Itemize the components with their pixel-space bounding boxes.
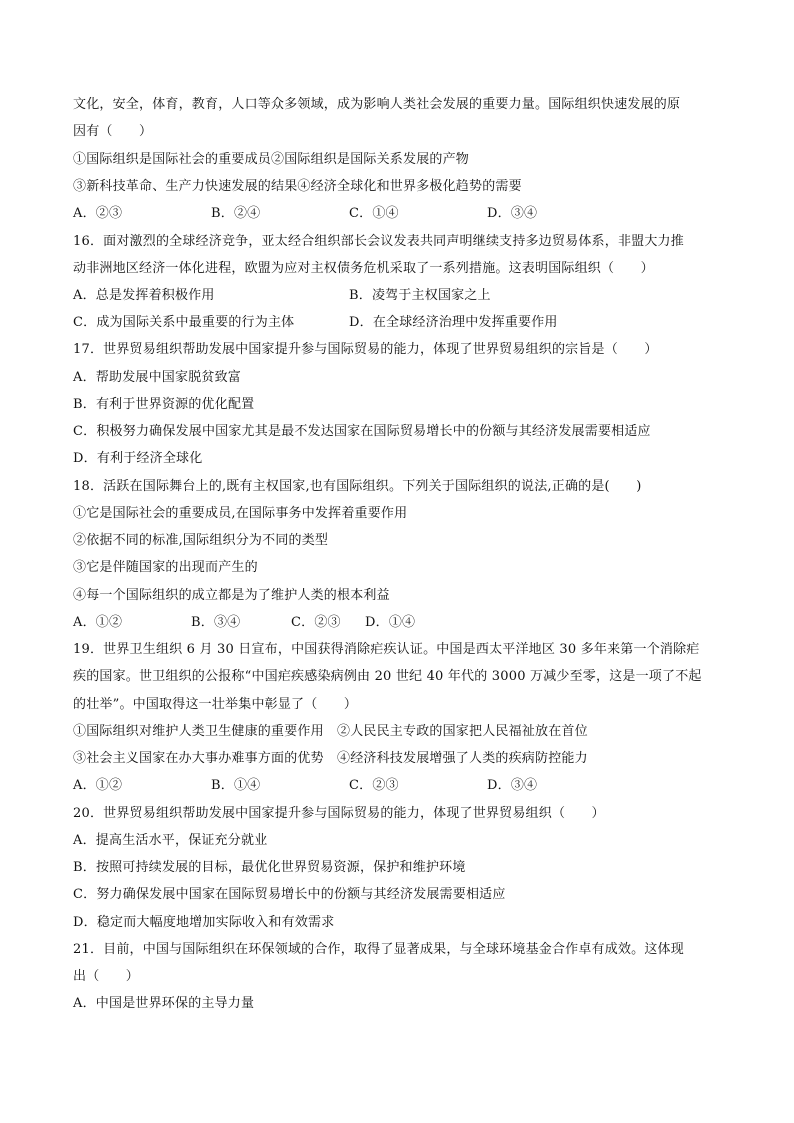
q15-item-2: ③新科技革命、生产力快速发展的结果④经济全球化和世界多极化趋势的需要 [73, 179, 522, 194]
q15-option-d: D．③④ [487, 206, 538, 221]
q21-stem-line2: 出（ ） [73, 969, 140, 984]
q21-option-a: A．中国是世界环保的主导力量 [73, 996, 255, 1011]
q20-option-c: C．努力确保发展中国家在国际贸易增长中的份额与其经济发展需要相适应 [73, 887, 506, 902]
q20-option-a: A．提高生活水平，保证充分就业 [73, 833, 268, 848]
q15-option-b: B．②④ [211, 206, 261, 221]
q15-options [73, 204, 537, 224]
q18-stem: 18．活跃在国际舞台上的,既有主权国家,也有国际组织。下列关于国际组织的说法,正确的是( ) [73, 479, 642, 494]
q15-option-a: A．②③ [73, 206, 123, 221]
q18-options [73, 613, 415, 633]
q16-option-b: B．凌驾于主权国家之上 [349, 288, 491, 303]
q18-item-4: ④每一个国际组织的成立都是为了维护人类的根本利益 [73, 588, 390, 603]
q21-stem-line1: 21．目前，中国与国际组织在环保领域的合作，取得了显著成果，与全球环境基金合作卓有成效。这体现 [73, 942, 684, 957]
q18-option-b: B．③④ [191, 615, 241, 630]
q19-item-row2: ③社会主义国家在办大事办难事方面的优势 ④经济科技发展增强了人类的疾病防控能力 [73, 751, 588, 766]
q16-options-row1 [73, 286, 491, 306]
q17-option-a: A．帮助发展中国家脱贫致富 [73, 370, 241, 385]
q19-stem-line3: 的壮举”。中国取得这一壮举集中彰显了（ ） [73, 697, 358, 712]
q17-stem: 17．世界贸易组织帮助发展中国家提升参与国际贸易的能力，体现了世界贸易组织的宗旨是（ ） [73, 342, 658, 357]
q20-stem: 20．世界贸易组织帮助发展中国家提升参与国际贸易的能力，体现了世界贸易组织（ ） [73, 806, 605, 821]
q19-option-c: C．②③ [349, 778, 399, 793]
q19-item-row1: ①国际组织对维护人类卫生健康的重要作用 ②人民民主专政的国家把人民福祉放在首位 [73, 724, 588, 739]
q19-options [73, 776, 537, 796]
q19-stem-line2: 疾的国家。世卫组织的公报称“中国疟疾感染病例由 20 世纪 40 年代的 3000 万减少至零，这是一项了不起 [73, 669, 702, 684]
q15-stem-line1: 文化，安全，体育，教育，人口等众多领域，成为影响人类社会发展的重要力量。国际组织快速发展的原 [73, 97, 681, 112]
q17-option-b: B．有利于世界资源的优化配置 [73, 397, 255, 412]
q20-option-d: D．稳定而大幅度地增加实际收入和有效需求 [73, 915, 335, 930]
q18-option-d: D．①④ [365, 615, 416, 630]
q16-option-c: C．成为国际关系中最重要的行为主体 [73, 315, 295, 330]
q16-stem-line2: 动非洲地区经济一体化进程，欧盟为应对主权债务危机采取了一系列措施。这表明国际组织（ ） [73, 261, 654, 276]
q16-stem-line1: 16．面对激烈的全球经济竞争，亚太经合组织部长会议发表共同声明继续支持多边贸易体系，非盟大力推 [73, 234, 684, 249]
q15-item-1: ①国际组织是国际社会的重要成员②国际组织是国际关系发展的产物 [73, 152, 470, 167]
q15-stem-line2: 因有（ ） [73, 124, 153, 139]
q18-option-a: A．①② [73, 615, 123, 630]
q16-options-row2 [73, 313, 558, 333]
q16-option-a: A．总是发挥着积极作用 [73, 288, 215, 303]
q18-option-c: C．②③ [291, 615, 341, 630]
q19-option-d: D．③④ [487, 778, 538, 793]
q19-option-a: A．①② [73, 778, 123, 793]
q19-stem-line1: 19．世界卫生组织 6 月 30 日宣布，中国获得消除疟疾认证。中国是西太平洋地区 30 多年来第一个消除疟 [73, 642, 700, 657]
q15-option-c: C．①④ [349, 206, 399, 221]
q18-item-1: ①它是国际社会的重要成员,在国际事务中发挥着重要作用 [73, 506, 408, 521]
q18-item-3: ③它是伴随国家的出现而产生的 [73, 560, 258, 575]
q17-option-c: C．积极努力确保发展中国家尤其是最不发达国家在国际贸易增长中的份额与其经济发展需要相适应 [73, 424, 651, 439]
q17-option-d: D．有利于经济全球化 [73, 451, 203, 466]
q19-option-b: B．①④ [211, 778, 261, 793]
q20-option-b: B．按照可持续发展的目标，最优化世界贸易资源，保护和维护环境 [73, 860, 466, 875]
q16-option-d: D．在全球经济治理中发挥重要作用 [349, 315, 558, 330]
q18-item-2: ②依据不同的标准,国际组织分为不同的类型 [73, 533, 329, 548]
